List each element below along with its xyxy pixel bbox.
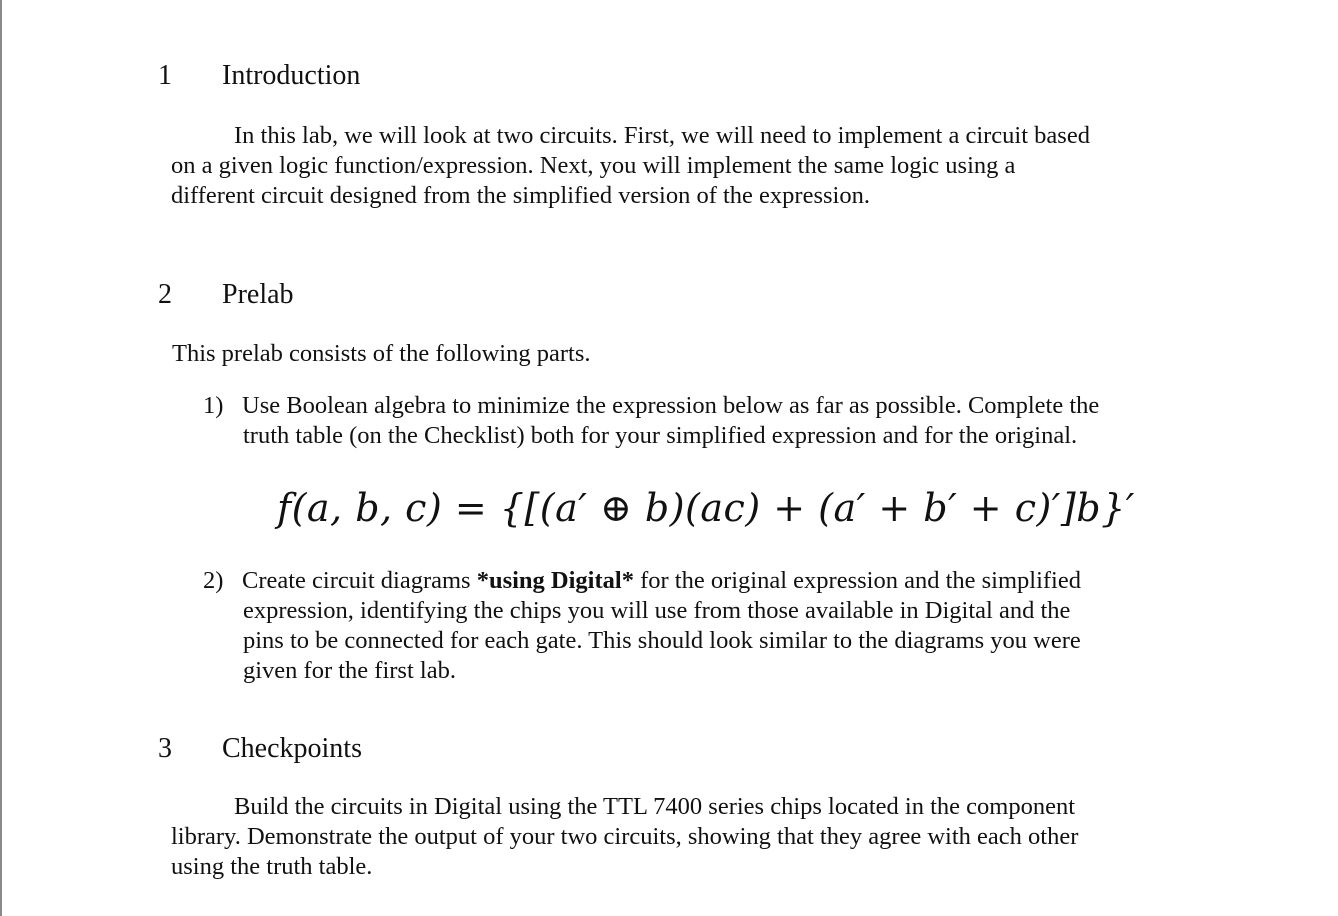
item-marker: 2) bbox=[203, 567, 224, 594]
item-text-part: Create circuit diagrams bbox=[242, 567, 477, 594]
section-1-title: Introduction bbox=[222, 60, 361, 91]
section-3-number: 3 bbox=[158, 733, 172, 764]
paragraph-line: Build the circuits in Digital using the TTL 7400 series chips located in the component bbox=[234, 793, 1076, 820]
page-left-border bbox=[0, 0, 2, 916]
section-1-paragraph bbox=[171, 121, 1090, 211]
prelab-item-1 bbox=[203, 391, 1203, 451]
paragraph-line: different circuit designed from the simplified version of the expression. bbox=[171, 182, 870, 209]
section-3-paragraph bbox=[171, 792, 1078, 882]
section-2-title: Prelab bbox=[222, 279, 294, 310]
paragraph-line: In this lab, we will look at two circuits. First, we will need to implement a circuit based bbox=[234, 122, 1090, 149]
paragraph-line: on a given logic function/expression. Next, you will implement the same logic using a bbox=[171, 152, 1016, 179]
item-line bbox=[242, 566, 1081, 596]
item-text bbox=[242, 566, 1081, 686]
paragraph-line: library. Demonstrate the output of your two circuits, showing that they agree with each other bbox=[171, 823, 1079, 850]
section-1-number: 1 bbox=[158, 60, 172, 91]
item-line: expression, identifying the chips you will use from those available in Digital and the bbox=[243, 597, 1071, 624]
section-2-number: 2 bbox=[158, 279, 172, 310]
item-text bbox=[242, 391, 1099, 451]
item-line: truth table (on the Checklist) both for your simplified expression and for the original. bbox=[243, 422, 1078, 449]
item-text-part: for the original expression and the simplified bbox=[633, 567, 1081, 594]
item-emphasis: *using Digital* bbox=[476, 567, 634, 594]
section-3-title: Checkpoints bbox=[222, 733, 362, 764]
item-marker: 1) bbox=[203, 392, 224, 419]
boolean-expression: f(a, b, c) = {[(a′ ⊕ b)(ac) + (a′ + b′ + c)′]b}′ bbox=[277, 486, 1135, 530]
prelab-item-2 bbox=[203, 566, 1203, 686]
item-line: pins to be connected for each gate. This should look similar to the diagrams you were bbox=[243, 627, 1081, 654]
prelab-intro: This prelab consists of the following parts. bbox=[172, 340, 591, 367]
item-line: given for the first lab. bbox=[243, 657, 456, 684]
item-line: Use Boolean algebra to minimize the expression below as far as possible. Complete the bbox=[242, 392, 1100, 419]
paragraph-line: using the truth table. bbox=[171, 853, 373, 880]
